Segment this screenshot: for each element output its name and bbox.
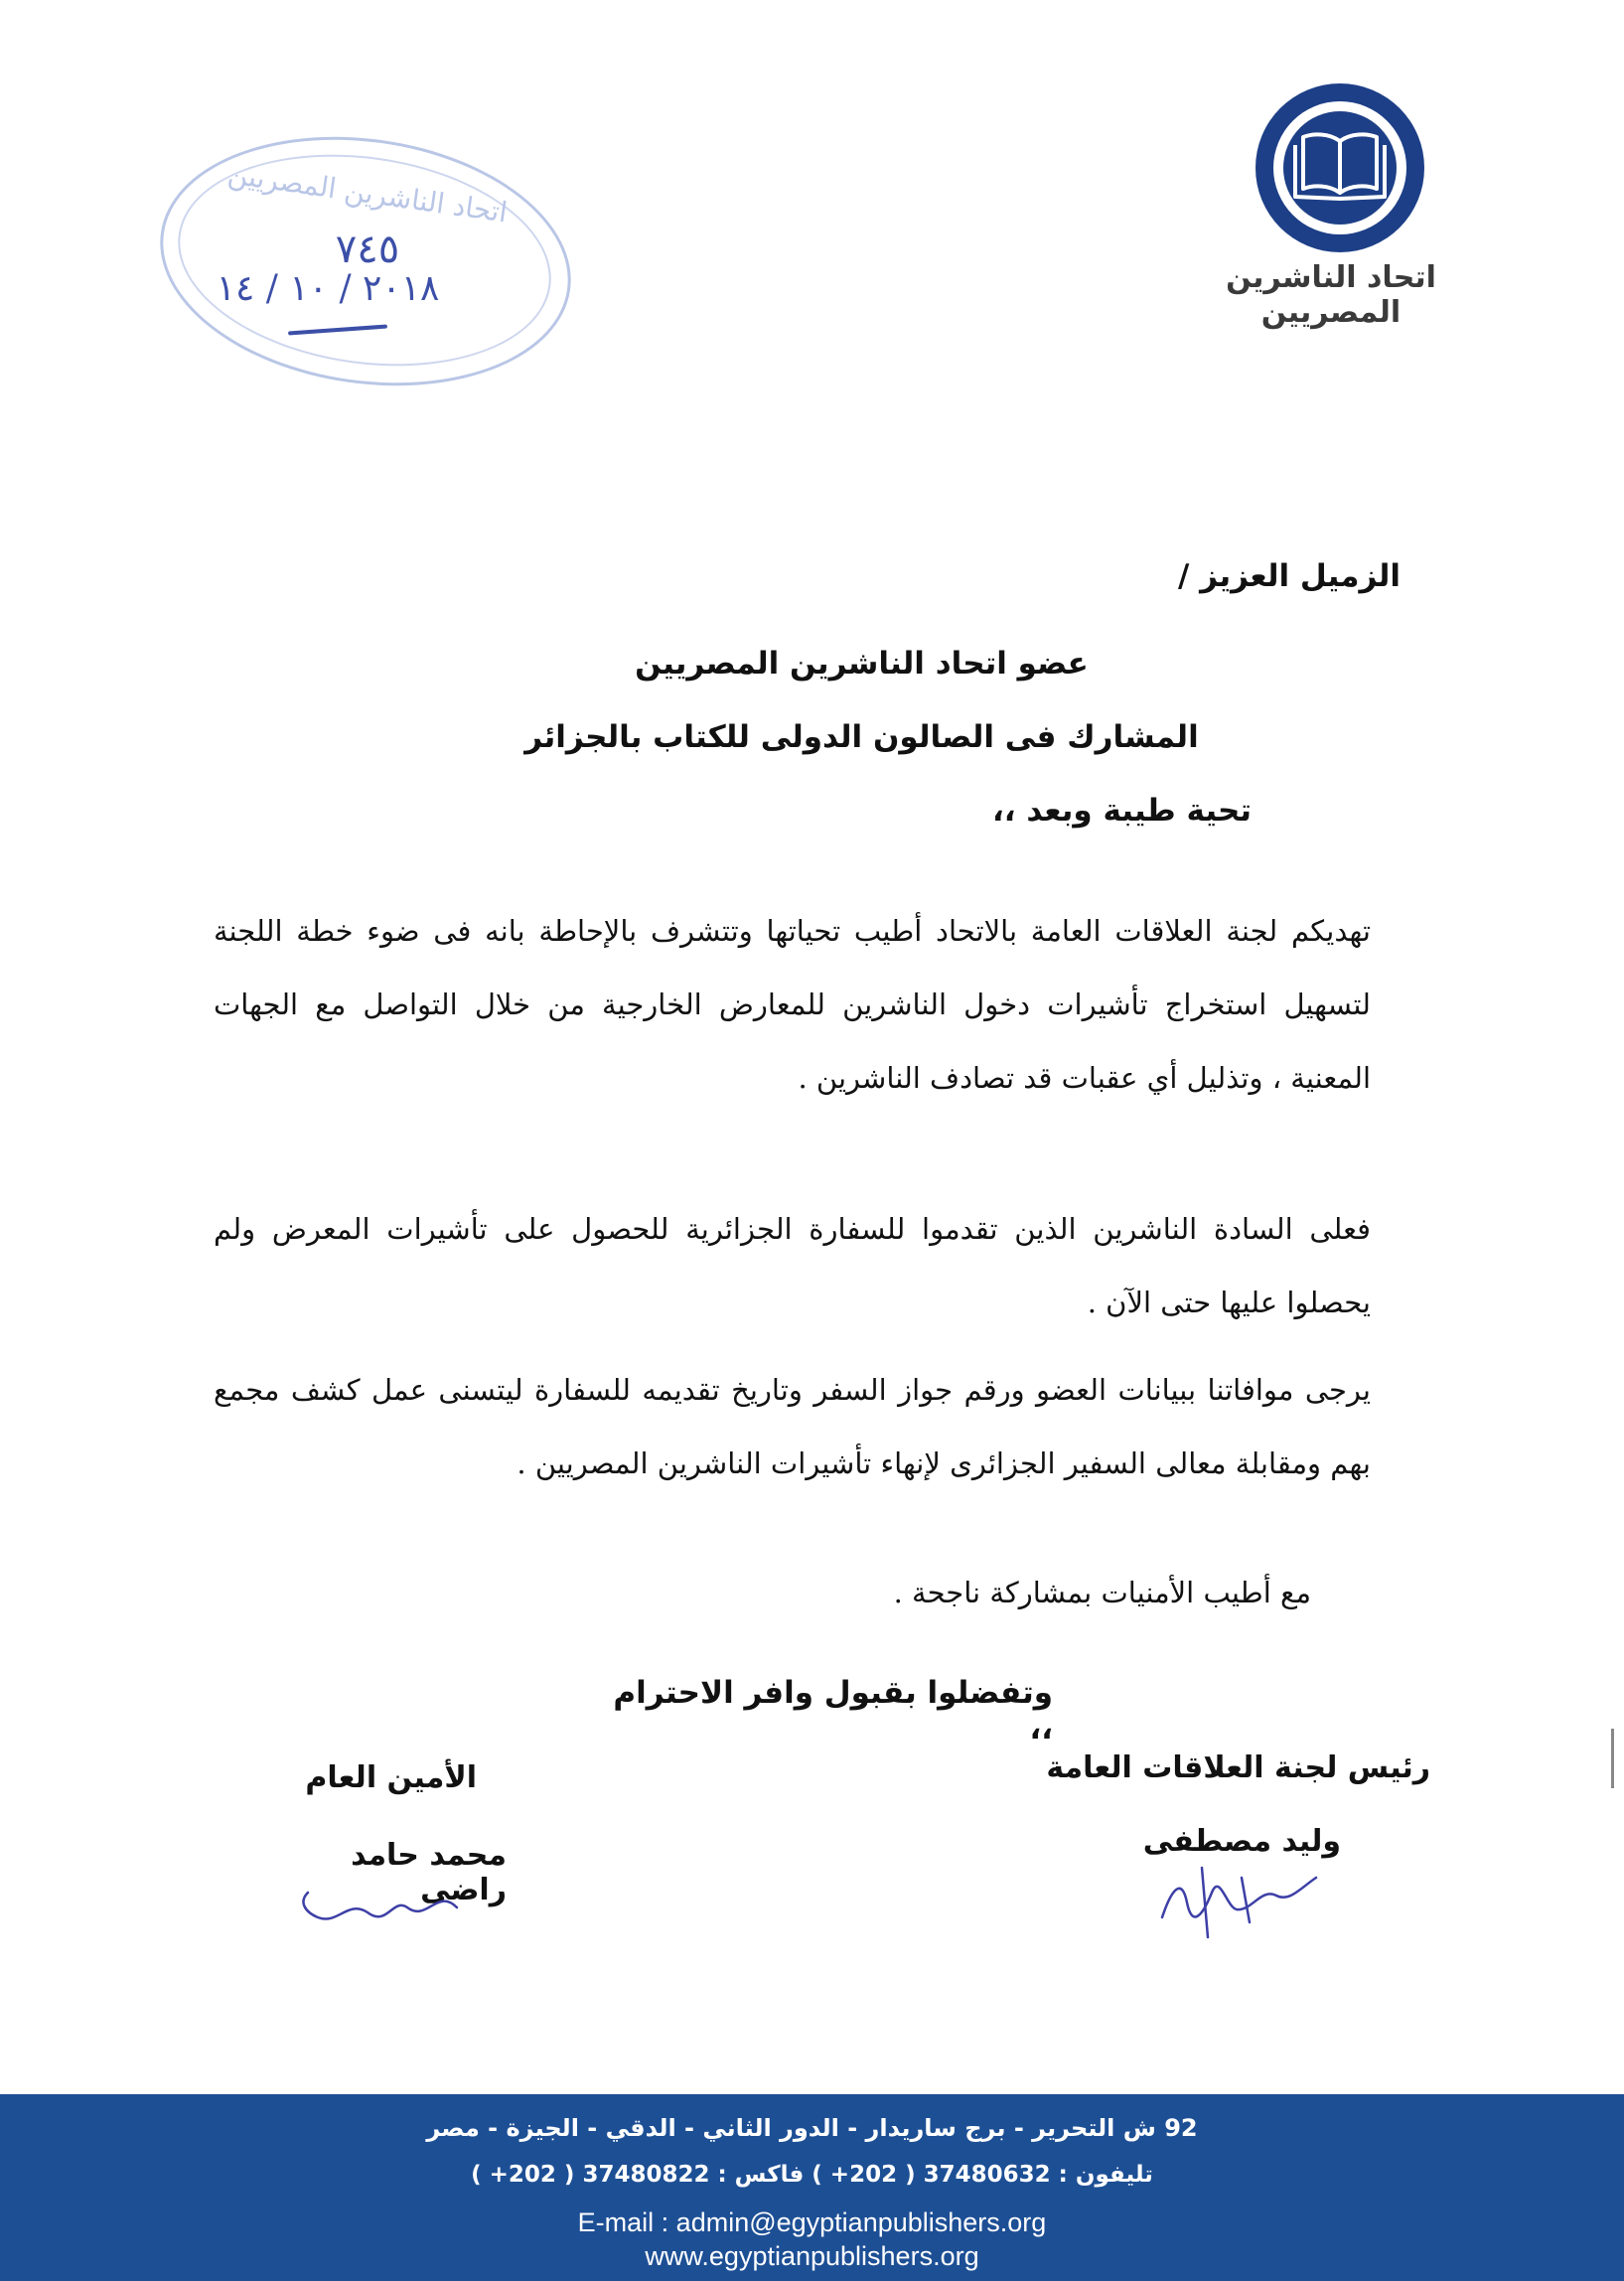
wishes: مع أطيب الأمنيات بمشاركة ناجحة . xyxy=(893,1576,1311,1609)
signatory-name-right: وليد مصطفى xyxy=(1142,1824,1341,1859)
signatory-name-left: محمد حامد راضى xyxy=(351,1838,507,1907)
stamp-date: ٢٠١٨ / ١٠ / ١٤ xyxy=(216,268,440,309)
salutation: الزميل العزيز / xyxy=(1178,558,1401,594)
signatory-title-left: الأمين العام xyxy=(305,1760,477,1795)
paragraph-3: يرجى موافاتنا ببيانات العضو ورقم جواز السفر وتاريخ تقديمه للسفارة ليتسنى عمل كشف مجمع بهم ومقابلة معالى السفير الجزائرى لإنهاء تأشيرات الناشرين المصريين . xyxy=(214,1373,1371,1480)
stamp-label: اتحاد الناشرين المصريين xyxy=(225,157,510,229)
paragraph-2: فعلى السادة الناشرين الذين تقدموا للسفارة الجزائرية للحصول على تأشيرات المعرض ولم يحصلوا عليها حتى الآن . xyxy=(214,1212,1371,1319)
recipient-line-2: المشارك فى الصالون الدولى للكتاب بالجزائر xyxy=(524,719,1199,755)
signature-left xyxy=(278,1878,477,1937)
footer-phone-fax: تليفون : 37480632 ( 202+ ) فاكس : 37480822 ( 202+ ) xyxy=(471,2162,1153,2188)
footer-website: www.egyptianpublishers.org xyxy=(645,2241,979,2271)
paragraph-1: تهديكم لجنة العلاقات العامة بالاتحاد أطيب تحياتها وتتشرف بالإحاطة بانه فى ضوء خطة اللجنة لتسهيل استخراج تأشيرات دخول الناشرين للمعارض الخارجية من خلال التواصل مع الجهات المعنية ، وتذليل أي عقبات قد تصادف الناشرين . xyxy=(214,914,1371,1095)
org-name: اتحاد الناشرين المصريين xyxy=(1226,260,1436,330)
closing: وتفضلوا بقبول وافر الاحترام ،، xyxy=(613,1675,1053,1747)
signatory-title-right: رئيس لجنة العلاقات العامة xyxy=(1046,1750,1430,1785)
open-book-icon xyxy=(1291,127,1389,207)
footer-address: 92 ش التحرير - برج ساريدار - الدور الثاني - الدقي - الجيزة - مصر xyxy=(426,2114,1198,2142)
footer-email: E-mail : admin@egyptianpublishers.org xyxy=(577,2207,1047,2237)
signature-right xyxy=(1142,1848,1331,1947)
greeting: تحية طيبة وبعد ،، xyxy=(992,793,1252,829)
recipient-line-1: عضو اتحاد الناشرين المصريين xyxy=(635,646,1089,682)
page-edge-mark xyxy=(1611,1729,1614,1788)
stamp-number: ٧٤٥ xyxy=(335,227,400,272)
